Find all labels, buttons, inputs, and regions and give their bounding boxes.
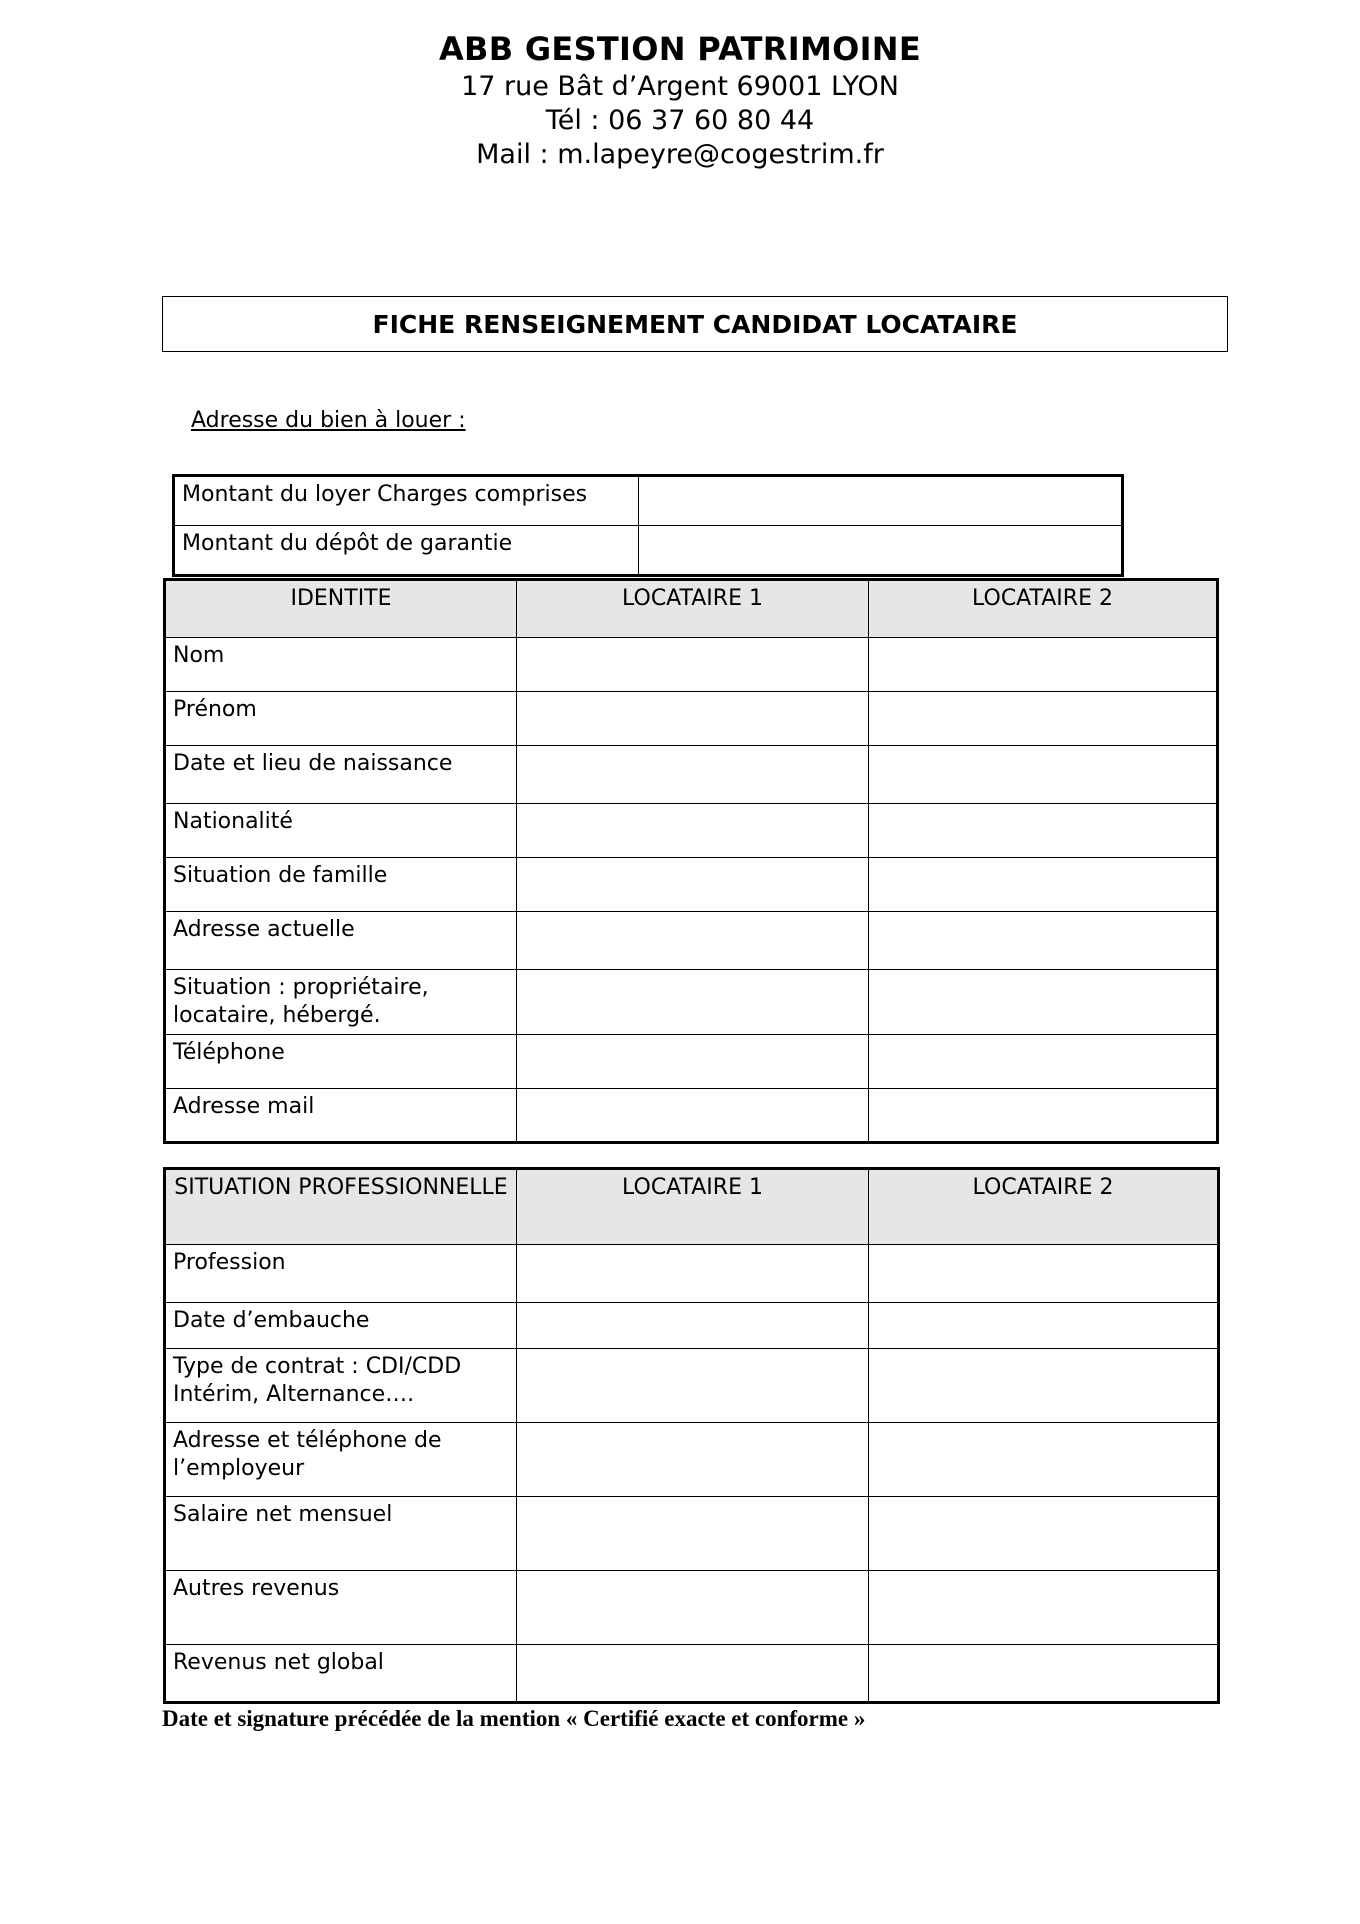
table-row — [165, 804, 1218, 858]
table-row — [165, 1349, 1219, 1423]
tenant-2-field[interactable] — [869, 1571, 1219, 1645]
tenant-1-field[interactable] — [517, 1035, 869, 1089]
tenant-2-field[interactable] — [869, 692, 1218, 746]
company-phone: Tél : 06 37 60 80 44 — [545, 105, 815, 136]
column-header-professional-situation: SITUATION PROFESSIONNELLE — [165, 1169, 517, 1245]
tenant-2-field[interactable] — [869, 970, 1218, 1035]
table-row — [174, 476, 1123, 526]
document-header — [0, 28, 1360, 172]
row-label-birth: Date et lieu de naissance — [165, 746, 517, 804]
column-header-tenant-2: LOCATAIRE 2 — [869, 580, 1218, 638]
tenant-1-field[interactable] — [517, 1423, 869, 1497]
rent-value-field[interactable] — [639, 476, 1123, 526]
row-label-other-income: Autres revenus — [165, 1571, 517, 1645]
tenant-1-field[interactable] — [517, 1349, 869, 1423]
deposit-value-field[interactable] — [639, 526, 1123, 576]
column-header-identity: IDENTITE — [165, 580, 517, 638]
row-label-nationality: Nationalité — [165, 804, 517, 858]
tenant-1-field[interactable] — [517, 1245, 869, 1303]
table-row — [174, 526, 1123, 576]
table-row — [165, 1303, 1219, 1349]
row-label-housing-situation: Situation : propriétaire, locataire, hébergé. — [165, 970, 517, 1035]
table-row — [165, 858, 1218, 912]
tenant-1-field[interactable] — [517, 692, 869, 746]
column-header-tenant-1: LOCATAIRE 1 — [517, 580, 869, 638]
table-row — [165, 1089, 1218, 1143]
table-header-row — [165, 1169, 1219, 1245]
signature-instruction: Date et signature précédée de la mention « Certifié exacte et conforme » — [162, 1706, 866, 1731]
tenant-2-field[interactable] — [869, 1645, 1219, 1703]
table-row — [165, 1423, 1219, 1497]
property-address-label: Adresse du bien à louer : — [191, 408, 466, 433]
row-label-phone: Téléphone — [165, 1035, 517, 1089]
tenant-2-field[interactable] — [869, 1245, 1219, 1303]
row-label-profession: Profession — [165, 1245, 517, 1303]
tenant-1-field[interactable] — [517, 912, 869, 970]
company-email: Mail : m.lapeyre@cogestrim.fr — [476, 139, 884, 170]
tenant-2-field[interactable] — [869, 1349, 1219, 1423]
rent-label: Montant du loyer Charges comprises — [174, 476, 639, 526]
tenant-1-field[interactable] — [517, 858, 869, 912]
row-label-nom: Nom — [165, 638, 517, 692]
tenant-2-field[interactable] — [869, 746, 1218, 804]
row-label-total-income: Revenus net global — [165, 1645, 517, 1703]
tenant-1-field[interactable] — [517, 1497, 869, 1571]
row-label-net-salary: Salaire net mensuel — [165, 1497, 517, 1571]
column-header-tenant-2: LOCATAIRE 2 — [869, 1169, 1219, 1245]
tenant-1-field[interactable] — [517, 804, 869, 858]
row-label-hire-date: Date d’embauche — [165, 1303, 517, 1349]
table-row — [165, 1571, 1219, 1645]
tenant-2-field[interactable] — [869, 1035, 1218, 1089]
tenant-1-field[interactable] — [517, 970, 869, 1035]
tenant-2-field[interactable] — [869, 1303, 1219, 1349]
deposit-label: Montant du dépôt de garantie — [174, 526, 639, 576]
professional-situation-table — [163, 1167, 1220, 1704]
row-label-employer: Adresse et téléphone de l’employeur — [165, 1423, 517, 1497]
identity-table — [163, 578, 1219, 1144]
row-label-prenom: Prénom — [165, 692, 517, 746]
table-row — [165, 912, 1218, 970]
amount-table — [172, 474, 1124, 577]
table-row — [165, 1245, 1219, 1303]
tenant-1-field[interactable] — [517, 746, 869, 804]
tenant-2-field[interactable] — [869, 1089, 1218, 1143]
column-header-tenant-1: LOCATAIRE 1 — [517, 1169, 869, 1245]
tenant-2-field[interactable] — [869, 858, 1218, 912]
company-name: ABB GESTION PATRIMOINE — [438, 30, 922, 68]
table-row — [165, 970, 1218, 1035]
table-row — [165, 1035, 1218, 1089]
company-address: 17 rue Bât d’Argent 69001 LYON — [461, 71, 899, 102]
tenant-1-field[interactable] — [517, 1089, 869, 1143]
tenant-2-field[interactable] — [869, 1423, 1219, 1497]
tenant-1-field[interactable] — [517, 1303, 869, 1349]
tenant-2-field[interactable] — [869, 804, 1218, 858]
table-row — [165, 692, 1218, 746]
row-label-email: Adresse mail — [165, 1089, 517, 1143]
table-row — [165, 1497, 1219, 1571]
tenant-2-field[interactable] — [869, 1497, 1219, 1571]
table-row — [165, 1645, 1219, 1703]
tenant-1-field[interactable] — [517, 1645, 869, 1703]
row-label-current-address: Adresse actuelle — [165, 912, 517, 970]
table-row — [165, 638, 1218, 692]
table-header-row — [165, 580, 1218, 638]
tenant-1-field[interactable] — [517, 1571, 869, 1645]
row-label-contract-type: Type de contrat : CDI/CDD Intérim, Alternance…. — [165, 1349, 517, 1423]
table-row — [165, 746, 1218, 804]
form-title: FICHE RENSEIGNEMENT CANDIDAT LOCATAIRE — [162, 296, 1228, 352]
tenant-1-field[interactable] — [517, 638, 869, 692]
tenant-2-field[interactable] — [869, 912, 1218, 970]
row-label-family: Situation de famille — [165, 858, 517, 912]
tenant-2-field[interactable] — [869, 638, 1218, 692]
